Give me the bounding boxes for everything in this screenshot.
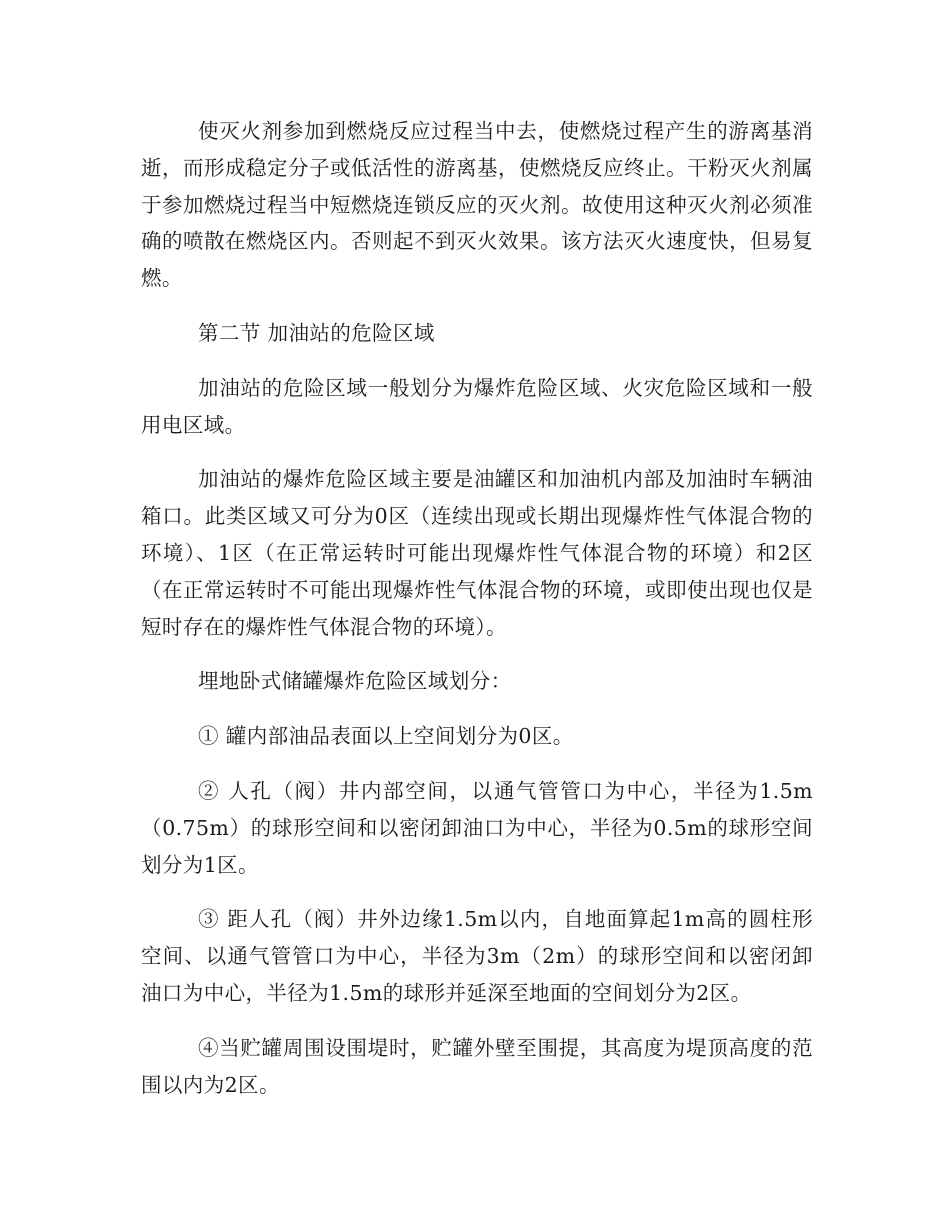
paragraph-explosion-zones: 加油站的爆炸危险区域主要是油罐区和加油机内部及加油时车辆油箱口。此类区域又可分为0区（连续出现或长期出现爆炸性气体混合物的环境）、1区（在正常运转时可能出现爆炸性气体混合物的环境）和2区（在正常运转时不可能出现爆炸性气体混合物的环境，或即使出现也仅是短时存在的爆炸性气体混合物的环境）。 xyxy=(141,467,813,639)
list-item-zone-0: ① 罐内部油品表面以上空间划分为0区。 xyxy=(198,724,574,749)
paragraph-hazard-areas: 加油站的危险区域一般划分为爆炸危险区域、火灾危险区域和一般用电区域。 xyxy=(141,375,813,437)
list-item-embankment: ④当贮罐周围设围堤时，贮罐外壁至围提，其高度为堤顶高度的范围以内为2区。 xyxy=(141,1035,813,1097)
section-heading: 第二节 加油站的危险区域 xyxy=(198,320,435,345)
paragraph-tank-zone-heading: 埋地卧式储罐爆炸危险区域划分： xyxy=(198,669,512,694)
document-body xyxy=(141,113,813,1121)
list-item-zone-1: ② 人孔（阀）井内部空间，以通气管管口为中心，半径为1.5m（0.75m）的球形空间和以密闭卸油口为中心，半径为0.5m的球形空间划分为1区。 xyxy=(141,778,813,877)
paragraph-extinguishing-mechanism: 使灭火剂参加到燃烧反应过程当中去，使燃烧过程产生的游离基消逝，而形成稳定分子或低活性的游离基，使燃烧反应终止。干粉灭火剂属于参加燃烧过程当中短燃烧连锁反应的灭火剂。故使用这种灭火剂必须准确的喷散在燃烧区内。否则起不到灭火效果。该方法灭火速度快，但易复燃。 xyxy=(141,119,813,291)
list-item-zone-2: ③ 距人孔（阀）井外边缘1.5m以内，自地面算起1m高的圆柱形空间、以通气管管口为中心，半径为3m（2m）的球形空间和以密闭卸油口为中心，半径为1.5m的球形并延深至地面的空间划分为2区。 xyxy=(141,907,813,1005)
